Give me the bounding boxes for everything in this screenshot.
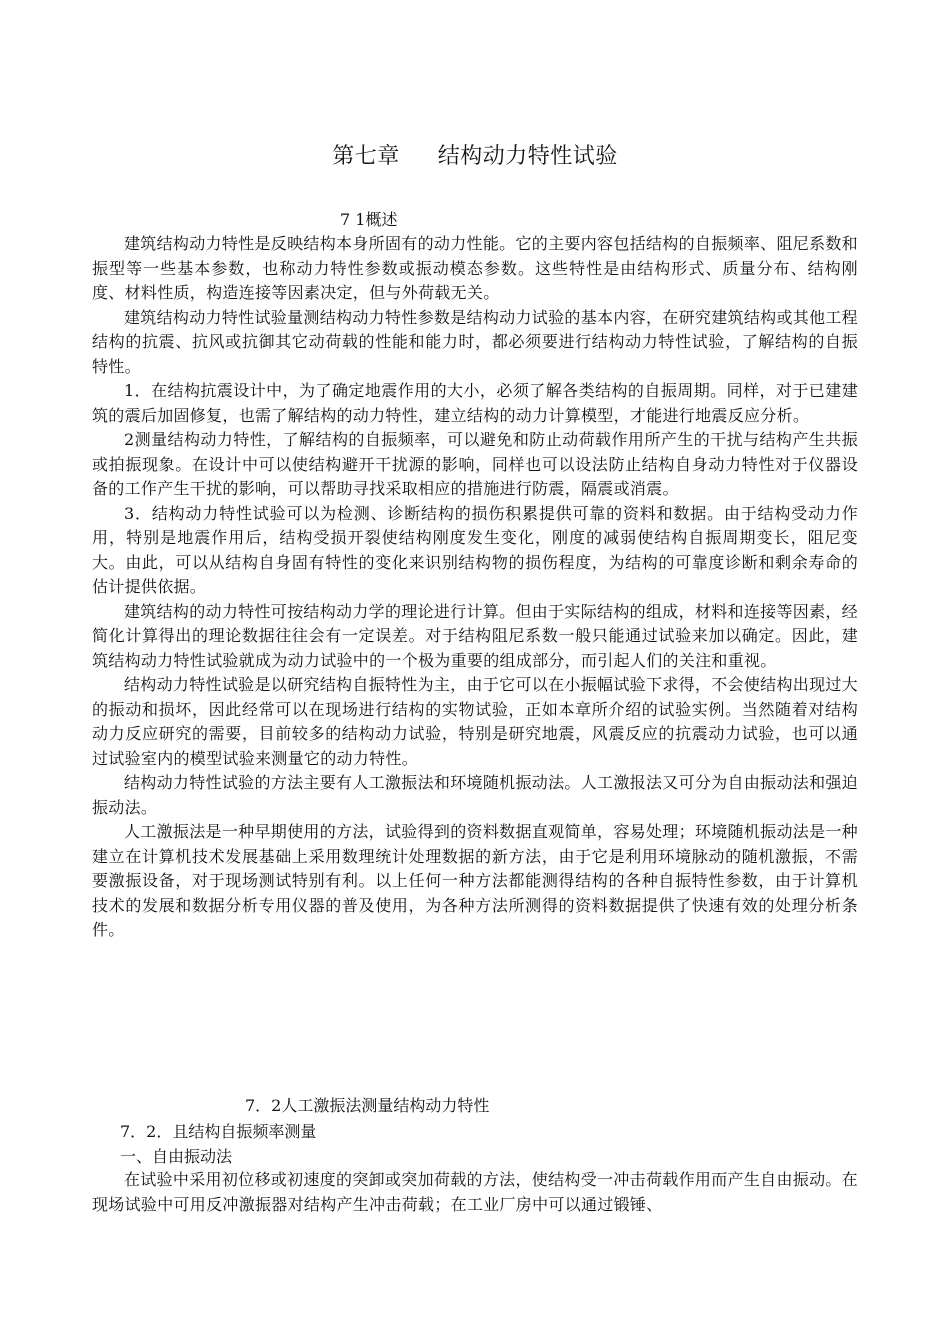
paragraph: 建筑结构动力特性是反映结构本身所固有的动力性能。它的主要内容包括结构的自振频率、阻尼系数和振型等一些基本参数，也称动力特性参数或振动模态参数。这些特性是由结构形式、质量分布、结构刚度、材料性质，构造连接等因素决定，但与外荷载无关。 <box>92 234 858 302</box>
section-7-2-body <box>92 1168 858 1217</box>
chapter-name: 结构动力特性试验 <box>437 144 618 169</box>
chapter-number: 第七章 <box>332 144 400 169</box>
paragraph: 结构动力特性试验是以研究结构自振特性为主，由于它可以在小振幅试验下求得，不会使结构出现过大的振动和损坏，因此经常可以在现场进行结构的实物试验，正如本章所介绍的试验实例。当然随着对结构动力反应研究的需要，目前较多的结构动力试验，特别是研究地震，风震反应的抗震动力试验，也可以通过试验室内的模型试验来测量它的动力特性。 <box>92 675 858 768</box>
section-7-2-subheading: 7．2．且结构自振频率测量 <box>120 1122 317 1141</box>
paragraph: 3．结构动力特性试验可以为检测、诊断结构的损伤积累提供可靠的资料和数据。由于结构受动力作用，特别是地震作用后，结构受损开裂使结构刚度发生变化，刚度的减弱使结构自振周期变长，阻尼变大。由此，可以从结构自身固有特性的变化来识别结构物的损伤程度，为结构的可靠度诊断和剩余寿命的估计提供依据。 <box>92 503 858 596</box>
paragraph: 1．在结构抗震设计中，为了确定地震作用的大小，必须了解各类结构的自振周期。同样，对于已建建筑的震后加固修复，也需了解结构的动力特性，建立结构的动力计算模型，才能进行地震反应分析。 <box>92 381 858 425</box>
chapter-title <box>0 140 950 174</box>
section-7-1-body <box>92 232 858 943</box>
paragraph: 2测量结构动力特性，了解结构的自振频率，可以避免和防止动荷载作用所产生的干扰与结构产生共振或拍振现象。在设计中可以使结构避开干扰源的影响，同样也可以设法防止结构自身动力特性对于仪器设备的工作产生干扰的影响，可以帮助寻找采取相应的措施进行防震，隔震或消震。 <box>92 430 858 498</box>
paragraph: 建筑结构的动力特性可按结构动力学的理论进行计算。但由于实际结构的组成，材料和连接等因素，经简化计算得出的理论数据往往会有一定误差。对于结构阻尼系数一般只能通过试验来加以确定。因此，建筑结构动力特性试验就成为动力试验中的一个极为重要的组成部分，而引起人们的关注和重视。 <box>92 601 858 670</box>
paragraph: 建筑结构动力特性试验量测结构动力特性参数是结构动力试验的基本内容，在研究建筑结构或其他工程结构的抗震、抗风或抗御其它动荷载的性能和能力时，都必须要进行结构动力特性试验，了解结构的自振特性。 <box>92 307 858 376</box>
paragraph: 人工激振法是一种早期使用的方法，试验得到的资料数据直观简单，容易处理；环境随机振动法是一种建立在计算机技术发展基础上采用数理统计处理数据的新方法，由于它是利用环境脉动的随机激振，不需要激振设备，对于现场测试特别有利。以上任何一种方法都能测得结构的各种自振特性参数，由于计算机技术的发展和数据分析专用仪器的普及使用，为各种方法所测得的资料数据提供了快速有效的处理分析条件。 <box>92 822 858 939</box>
section-7-2-heading: 7．2人工激振法测量结构动力特性 <box>245 1096 490 1115</box>
item-heading: 一、自由振动法 <box>120 1147 233 1166</box>
paragraph: 在试验中采用初位移或初速度的突卸或突加荷载的方法，使结构受一冲击荷载作用而产生自由振动。在现场试验中可用反冲激振器对结构产生冲击荷载；在工业厂房中可以通过锻锤、 <box>92 1170 858 1214</box>
section-7-1-heading: 7 1概述 <box>340 210 398 229</box>
paragraph: 结构动力特性试验的方法主要有人工激振法和环境随机振动法。人工激报法又可分为自由振动法和强迫振动法。 <box>92 773 858 817</box>
